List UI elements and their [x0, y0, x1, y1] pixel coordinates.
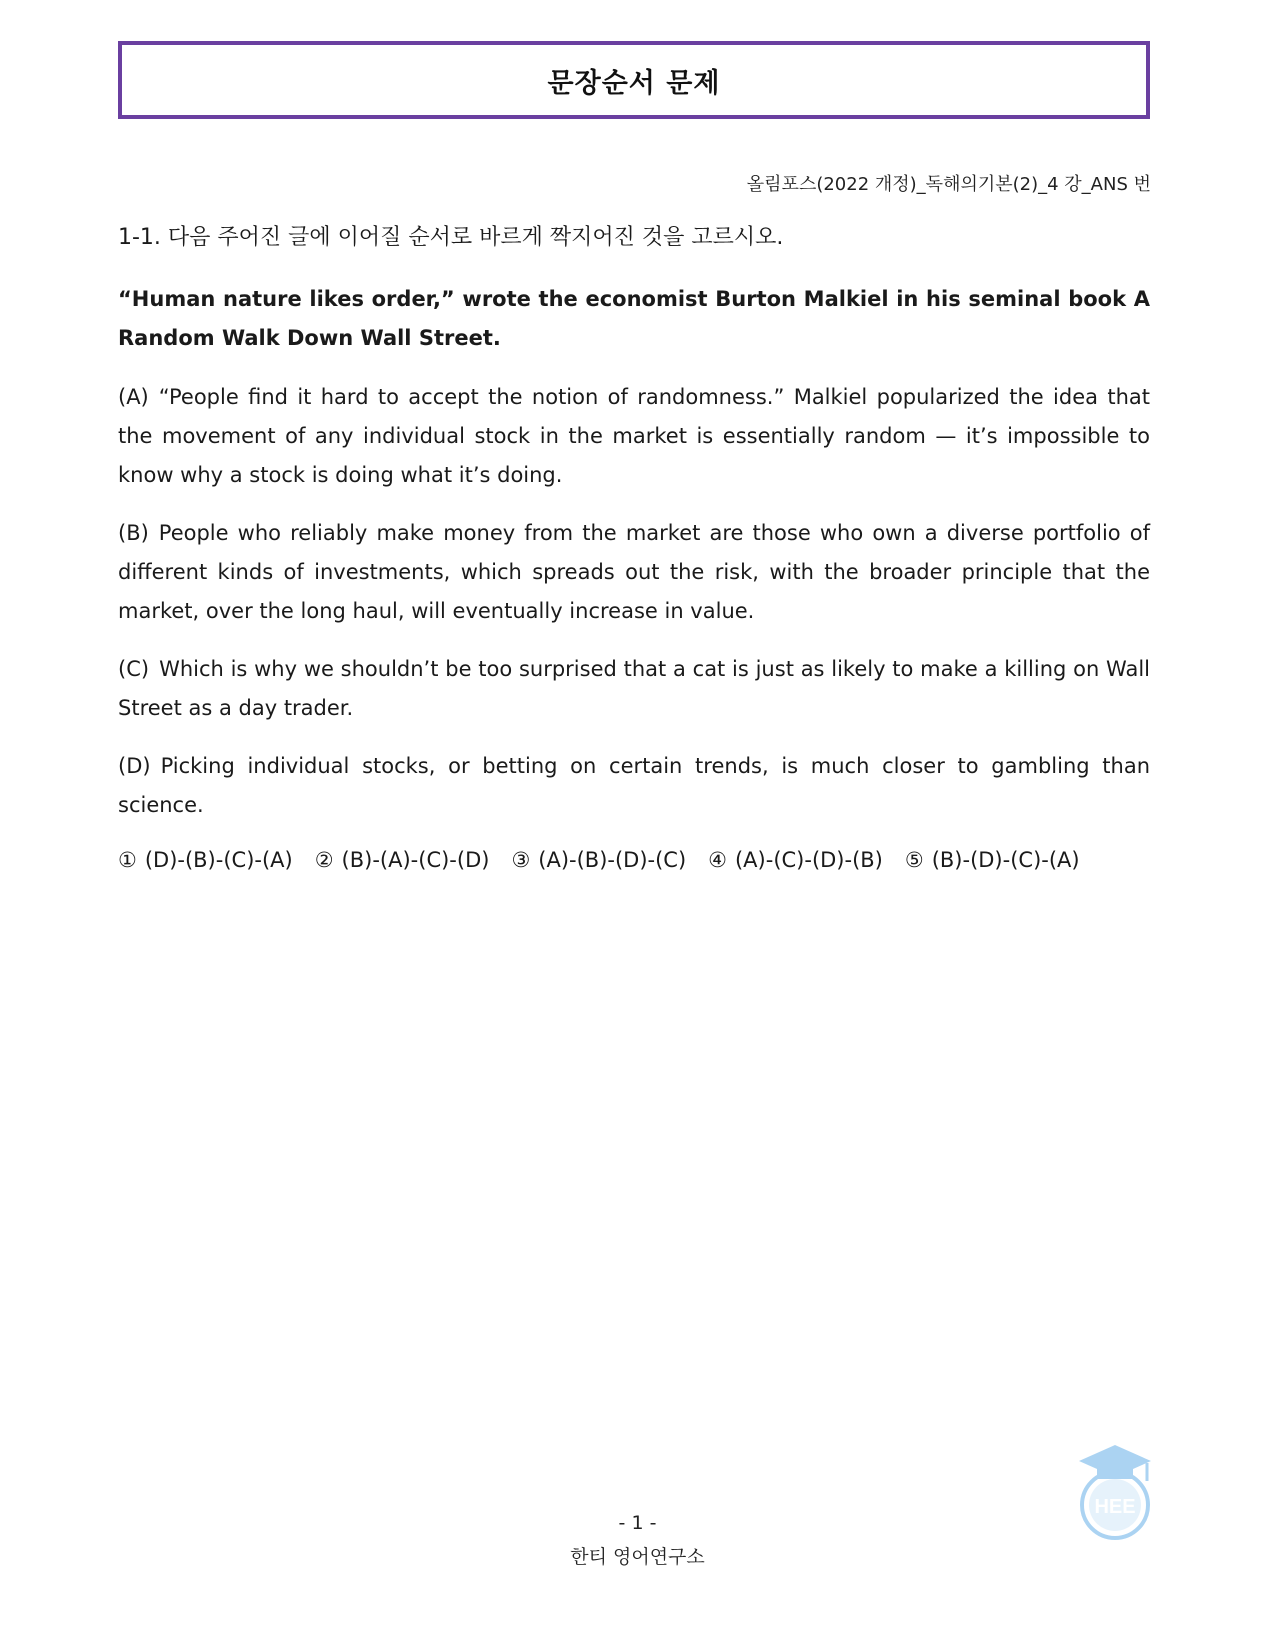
page-number: - 1 -: [618, 1512, 657, 1534]
paragraph-text: Which is why we shouldn’t be too surprised that a cat is just as likely to make a killing on Wall Street as a day trader.: [118, 657, 1150, 720]
footer-org: 한티 영어연구소: [570, 1546, 705, 1568]
paragraph-d: [118, 747, 1150, 825]
choice-5[interactable]: [905, 844, 1080, 876]
paragraph-tag: (A): [118, 385, 149, 409]
question-content: [118, 222, 1150, 876]
paragraph-c: [118, 650, 1150, 728]
choice-text: (D)-(B)-(C)-(A): [144, 848, 293, 872]
choice-text: (B)-(A)-(C)-(D): [341, 848, 490, 872]
choice-2[interactable]: [315, 844, 490, 876]
choice-number: ②: [314, 848, 334, 872]
paragraph-text: People who reliably make money from the market are those who own a diverse portfolio of different kinds of investments, which spreads out the risk, with the broader principle that the market, over the long haul, will eventually increase in value.: [118, 521, 1150, 623]
paragraph-b: [118, 514, 1150, 631]
choice-text: (A)-(B)-(D)-(C): [538, 848, 687, 872]
choice-3[interactable]: [511, 844, 686, 876]
question-prompt: 1-1. 다음 주어진 글에 이어질 순서로 바르게 짝지어진 것을 고르시오.: [118, 225, 784, 250]
logo-text: HEE: [1094, 1496, 1136, 1518]
choice-4[interactable]: [708, 844, 883, 876]
choice-number: ①: [118, 848, 137, 872]
choice-text: (B)-(D)-(C)-(A): [931, 848, 1080, 872]
paragraph-tag: (D): [118, 754, 151, 778]
paragraph-tag: (C): [118, 657, 150, 681]
paragraph-a: [118, 378, 1150, 495]
paragraph-tag: (B): [118, 521, 149, 545]
page-title: 문장순서 문제: [547, 67, 721, 99]
choice-number: ④: [708, 848, 727, 872]
choice-number: ⑤: [904, 848, 924, 872]
paragraph-text: Picking individual stocks, or betting on certain trends, is much closer to gambling than science.: [118, 754, 1150, 817]
title-box: [118, 41, 1150, 119]
choice-1[interactable]: [118, 844, 293, 876]
lead-sentence: “Human nature likes order,” wrote the economist Burton Malkiel in his seminal book A Random Walk Down Wall Street.: [118, 287, 1150, 350]
choice-text: (A)-(C)-(D)-(B): [734, 848, 883, 872]
paragraph-text: “People find it hard to accept the notion of randomness.” Malkiel popularized the idea that the movement of any individual stock in the market is essentially random — it’s impossible to know why a stock is doing what it’s doing.: [118, 385, 1150, 487]
answer-choices: [118, 844, 1150, 876]
source-label: 올림포스(2022 개정)_독해의기본(2)_4 강_ANS 번: [746, 174, 1151, 195]
choice-number: ③: [511, 848, 531, 872]
